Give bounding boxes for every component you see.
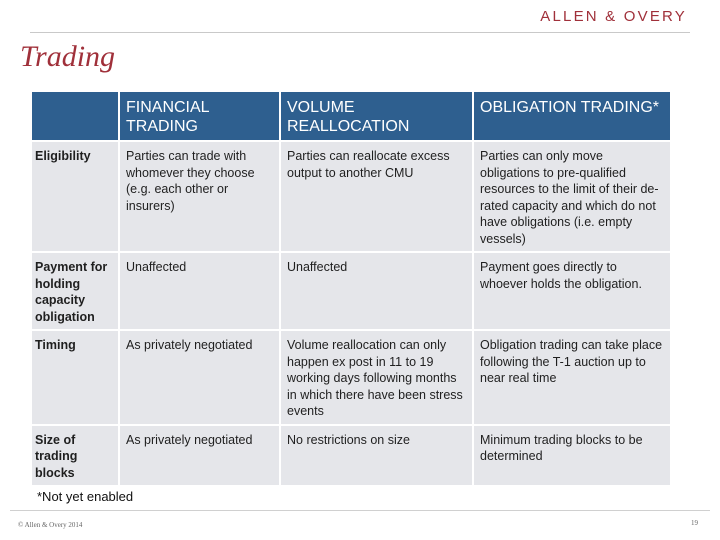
table-cell: Unaffected [281,253,472,329]
table-cell: Unaffected [120,253,279,329]
table-header-row [32,92,670,140]
header-cell-financial-trading: FINANCIAL TRADING [120,92,279,140]
row-label: Size of trading blocks [32,426,118,486]
trading-comparison-table [30,90,672,487]
table-cell: Parties can only move obligations to pre-qualified resources to the limit of their de-rated capacity and which do not have obligations (i.e. empty vessels) [474,142,670,251]
table-cell: Parties can trade with whomever they choose (e.g. each other or insurers) [120,142,279,251]
row-label: Payment for holding capacity obligation [32,253,118,329]
table-row-payment [32,253,670,329]
header-divider [30,32,690,33]
table-cell: Parties can reallocate excess output to another CMU [281,142,472,251]
table-cell: Obligation trading can take place following the T-1 auction up to near real time [474,331,670,424]
header-cell-volume-reallocation: VOLUME REALLOCATION [281,92,472,140]
table-cell: As privately negotiated [120,331,279,424]
table-cell: Payment goes directly to whoever holds the obligation. [474,253,670,329]
footnote: *Not yet enabled [37,489,134,504]
table-row-eligibility [32,142,670,251]
table-cell: No restrictions on size [281,426,472,486]
header-cell-obligation-trading: OBLIGATION TRADING* [474,92,670,140]
row-label: Timing [32,331,118,424]
table-row-timing [32,331,670,424]
copyright: © Allen & Overy 2014 [18,521,83,529]
header-cell-blank [32,92,118,140]
brand-logo: ALLEN & OVERY [540,8,687,25]
table-cell: Volume reallocation can only happen ex post in 11 to 19 working days following months in which there have been stress events [281,331,472,424]
page-number: 19 [691,519,698,527]
table-cell: As privately negotiated [120,426,279,486]
table-row-size [32,426,670,486]
table-cell: Minimum trading blocks to be determined [474,426,670,486]
row-label: Eligibility [32,142,118,251]
footer-divider [10,510,710,511]
page-title: Trading [20,40,116,73]
